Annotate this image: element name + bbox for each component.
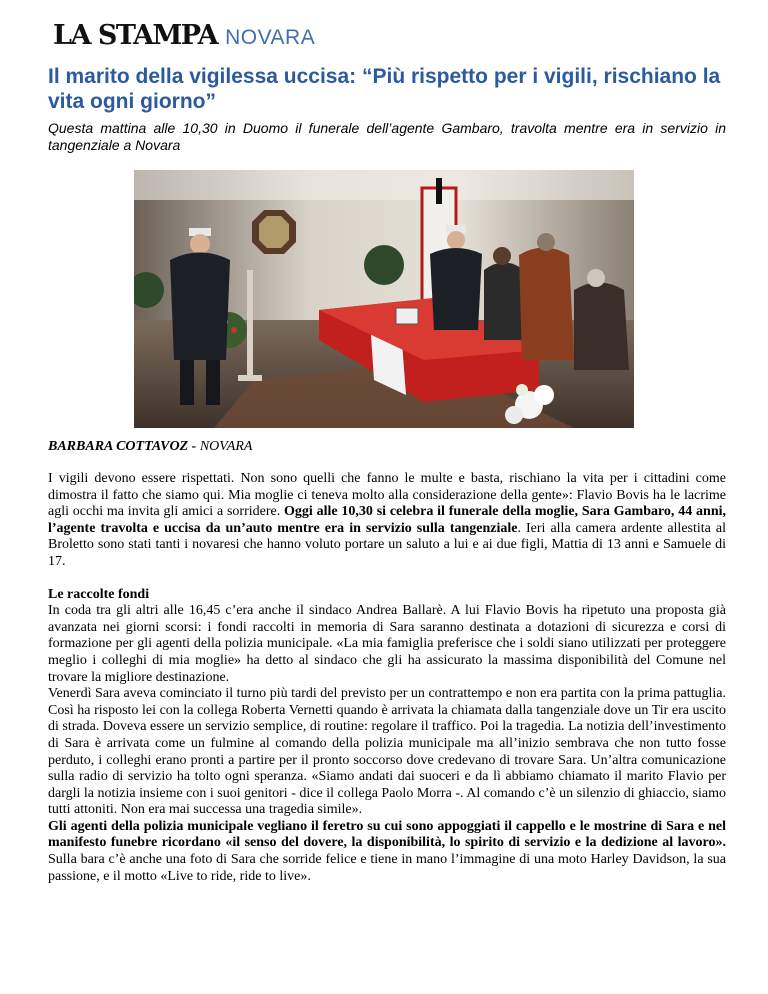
- dateline-location: NOVARA: [199, 439, 253, 454]
- paragraph-text: I vigili devono essere rispettati. Non sono quelli che fanno le multe e basta, rischiano la vita per i cittadini come dimostra il fatto che siamo qui. Mia moglie ci teneva molto alla considerazione della gente»: Flavio Bovis ha le lacrime agli occhi ma invita gli amici a sorridere.: [48, 471, 726, 520]
- paragraph-bold-text: Gli agenti della polizia municipale vegliano il feretro su cui sono appoggiati il cappello e le mostrine di Sara e nel manifesto funebre ricordano «il senso del dovere, la disponibilità, lo spirito di servizio e la dedizione al lavoro».: [48, 818, 726, 851]
- paragraph-text: . Ieri alla camera ardente allestita al Broletto sono stati tanti i novaresi che hanno voluto portare un saluto a lui e ai due figli, Mattia di 13 anni e Samuele di 17.: [48, 520, 726, 569]
- article-title: Il marito della vigilessa uccisa: “Più rispetto per i vigili, rischiano la vita ogni giorno”: [48, 65, 721, 113]
- author-name: BARBARA COTTAVOZ -: [48, 439, 197, 454]
- article-body: [48, 471, 726, 885]
- paragraph: Venerdì Sara aveva cominciato il turno più tardi del previsto per un contrattempo e non era partita con la prima pattuglia. Così ha risposto lei con la collega Roberta Vernetti quando è arrivata la chiamata dalla tangenziale dove un Tir era uscito di strada. Doveva essere un servizio semplice, di routine: regolare il traffico. Poi la tragedia. La notizia dell’investimento di Sara è arrivata come un fulmine al comando della polizia municipale ma all’inizio sembrava che non tutto fosse perduto, i colleghi erano pronti a partire per il pronto soccorso dove credevano di trovare Sara. Un’altra comunicazione sulla radio di servizio ha tolto ogni speranza. «Siamo andati dai suoceri e da lì abbiamo chiamato il marito Flavio per dargli la notizia insieme con i suoi genitori - dice il collega Paolo Morra -. Al comando c’è un silenzio di ghiaccio, siamo tutti attoniti. Non era mai successa una tragedia simile».: [48, 686, 726, 818]
- paragraph: [48, 819, 726, 885]
- edition-name[interactable]: NOVARA: [225, 26, 316, 49]
- newspaper-logo[interactable]: LA STAMPA: [53, 20, 218, 51]
- paragraph-text: Sulla bara c’è anche una foto di Sara che sorride felice e tiene in mano l’immagine di una moto Harley Davidson, la sua passione, e il motto «Live to ride, ride to live».: [48, 852, 726, 884]
- paragraph: [48, 471, 726, 571]
- section-title: Le raccolte fondi: [48, 586, 150, 602]
- masthead: [53, 20, 315, 51]
- article-subtitle: Questa mattina alle 10,30 in Duomo il funerale dell’agente Gambaro, travolta mentre era in servizio in tangenziale a Novara: [48, 120, 726, 153]
- byline: [48, 439, 252, 455]
- paragraph: In coda tra gli altri alle 16,45 c’era anche il sindaco Andrea Ballarè. A lui Flavio Bovis ha ripetuto una proposta già avanzata nei giorni scorsi: i fondi raccolti in memoria di Sara saranno destinata a dotazioni di sicurezza e corsi di formazione per gli agenti della polizia municipale. «La mia famiglia preferisce che i soldi siano utilizzati per proteggere meglio i colleghi di mia moglie» ha detto al sindaco che gli ha assicurato la massima disponibilità del Comune nel trovare la migliore destinazione.: [48, 603, 726, 685]
- article-photo: [134, 170, 634, 428]
- paragraph-bold-text: Oggi alle 10,30 si celebra il funerale della moglie, Sara Gambaro, 44 anni, l’agente travolta e uccisa da un’auto mentre era in servizio sulla tangenziale: [48, 504, 726, 536]
